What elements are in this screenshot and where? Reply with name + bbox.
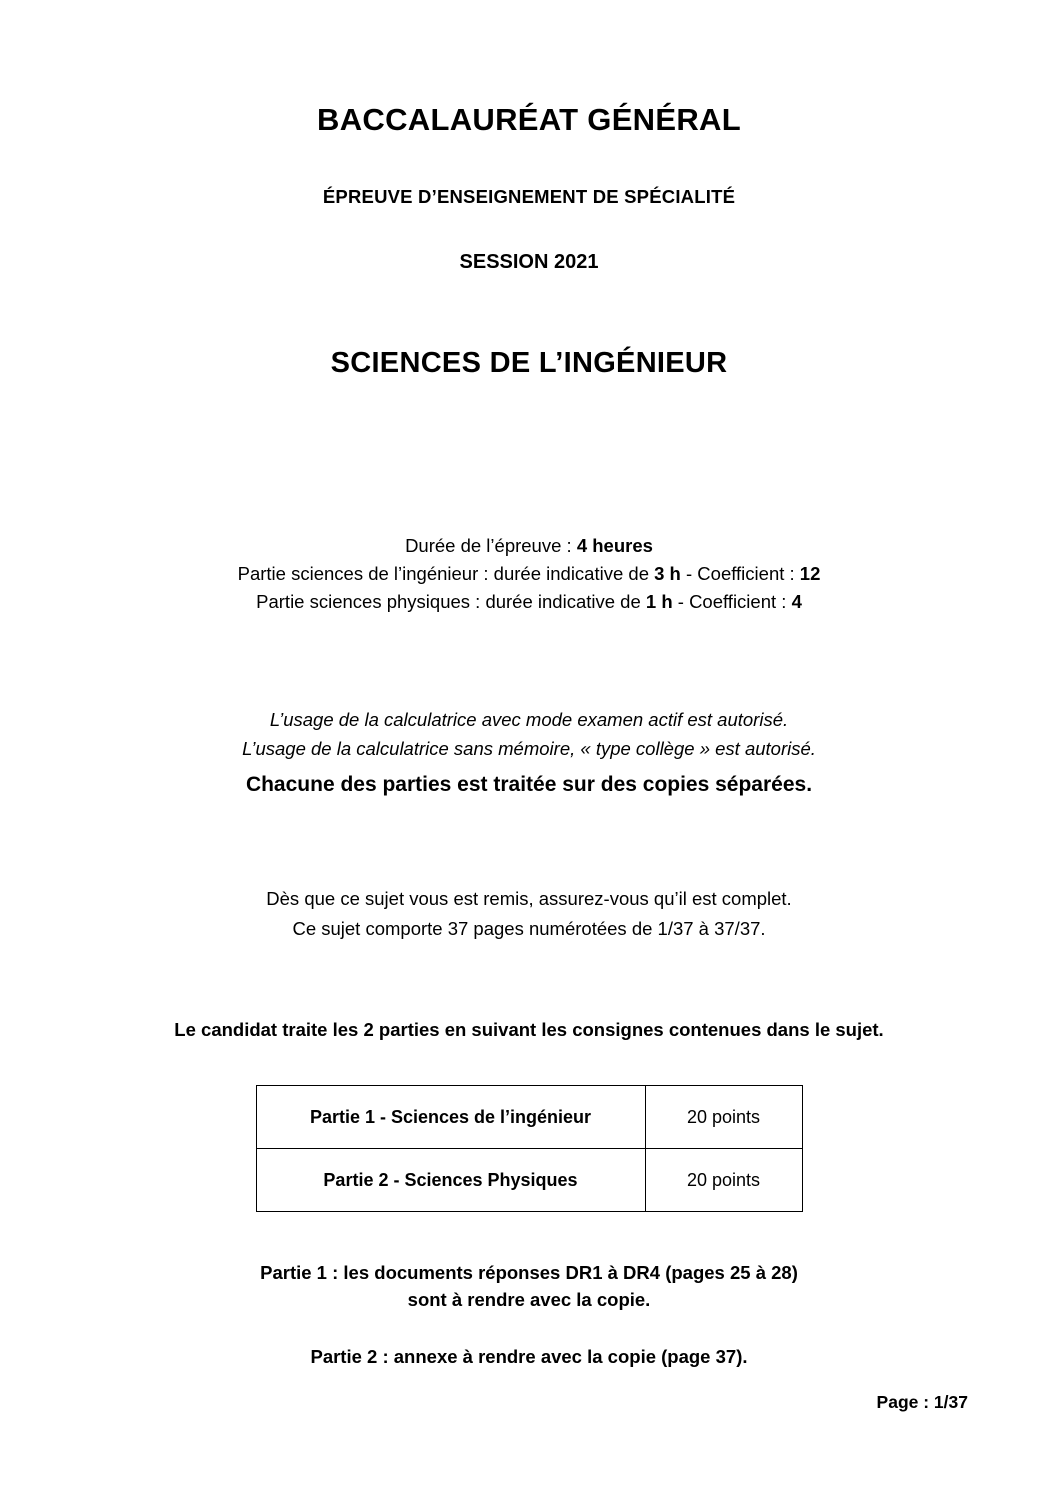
session-label: SESSION 2021 — [459, 251, 599, 273]
duration-physics-value: 1 h — [645, 591, 673, 613]
table-row — [256, 1086, 802, 1149]
documents-reponses-line-2: sont à rendre avec la copie. — [407, 1289, 651, 1311]
calculator-notice-line-1: L’usage de la calculatrice avec mode examen actif est autorisé. — [269, 709, 789, 731]
points-table — [256, 1085, 803, 1212]
duration-si-prefix: Partie sciences de l’ingénieur : durée indicative de — [237, 563, 655, 585]
separate-copies-notice: Chacune des parties est traitée sur des copies séparées. — [245, 772, 813, 796]
duration-physics-middle: - Coefficient : — [672, 591, 792, 613]
calculator-notice-line-2: L’usage de la calculatrice sans mémoire, « type collège » est autorisé. — [242, 738, 816, 759]
discipline-title: SCIENCES DE L’INGÉNIEUR — [330, 347, 728, 379]
page-number: Page : 1/37 — [876, 1392, 968, 1412]
table-row — [256, 1149, 802, 1212]
documents-reponses-notice — [90, 1260, 968, 1314]
duration-physics-prefix: Partie sciences physiques : durée indicative de — [256, 591, 646, 613]
duration-block — [90, 532, 968, 616]
part1-points: 20 points — [645, 1086, 802, 1149]
completeness-block — [90, 884, 968, 943]
duration-si-value: 3 h — [654, 563, 681, 585]
duration-si-middle: - Coefficient : — [680, 563, 800, 585]
page-title: BACCALAURÉAT GÉNÉRAL — [317, 102, 741, 137]
duration-total-value: 4 heures — [576, 535, 653, 556]
duration-total-line — [90, 532, 968, 560]
duration-total-prefix: Durée de l’épreuve : — [405, 535, 577, 556]
annexe-notice: Partie 2 : annexe à rendre avec la copie (page 37). — [310, 1346, 748, 1368]
completeness-line-1: Dès que ce sujet vous est remis, assurez-vous qu’il est complet. — [266, 888, 792, 910]
duration-si-coefficient: 12 — [799, 563, 821, 585]
part2-label: Partie 2 - Sciences Physiques — [256, 1149, 645, 1212]
duration-si-line — [90, 560, 968, 588]
duration-physics-coefficient: 4 — [791, 591, 802, 613]
documents-reponses-line-1: Partie 1 : les documents réponses DR1 à DR4 (pages 25 à 28) — [260, 1262, 798, 1284]
exam-subtitle: ÉPREUVE D’ENSEIGNEMENT DE SPÉCIALITÉ — [322, 186, 736, 207]
duration-physics-line — [90, 588, 968, 616]
part2-points: 20 points — [645, 1149, 802, 1212]
candidate-instruction: Le candidat traite les 2 parties en suivant les consignes contenues dans le sujet. — [174, 1019, 884, 1041]
completeness-line-2: Ce sujet comporte 37 pages numérotées de 1/37 à 37/37. — [292, 917, 766, 939]
calculator-notice-block — [90, 706, 968, 801]
part1-label: Partie 1 - Sciences de l’ingénieur — [256, 1086, 645, 1149]
